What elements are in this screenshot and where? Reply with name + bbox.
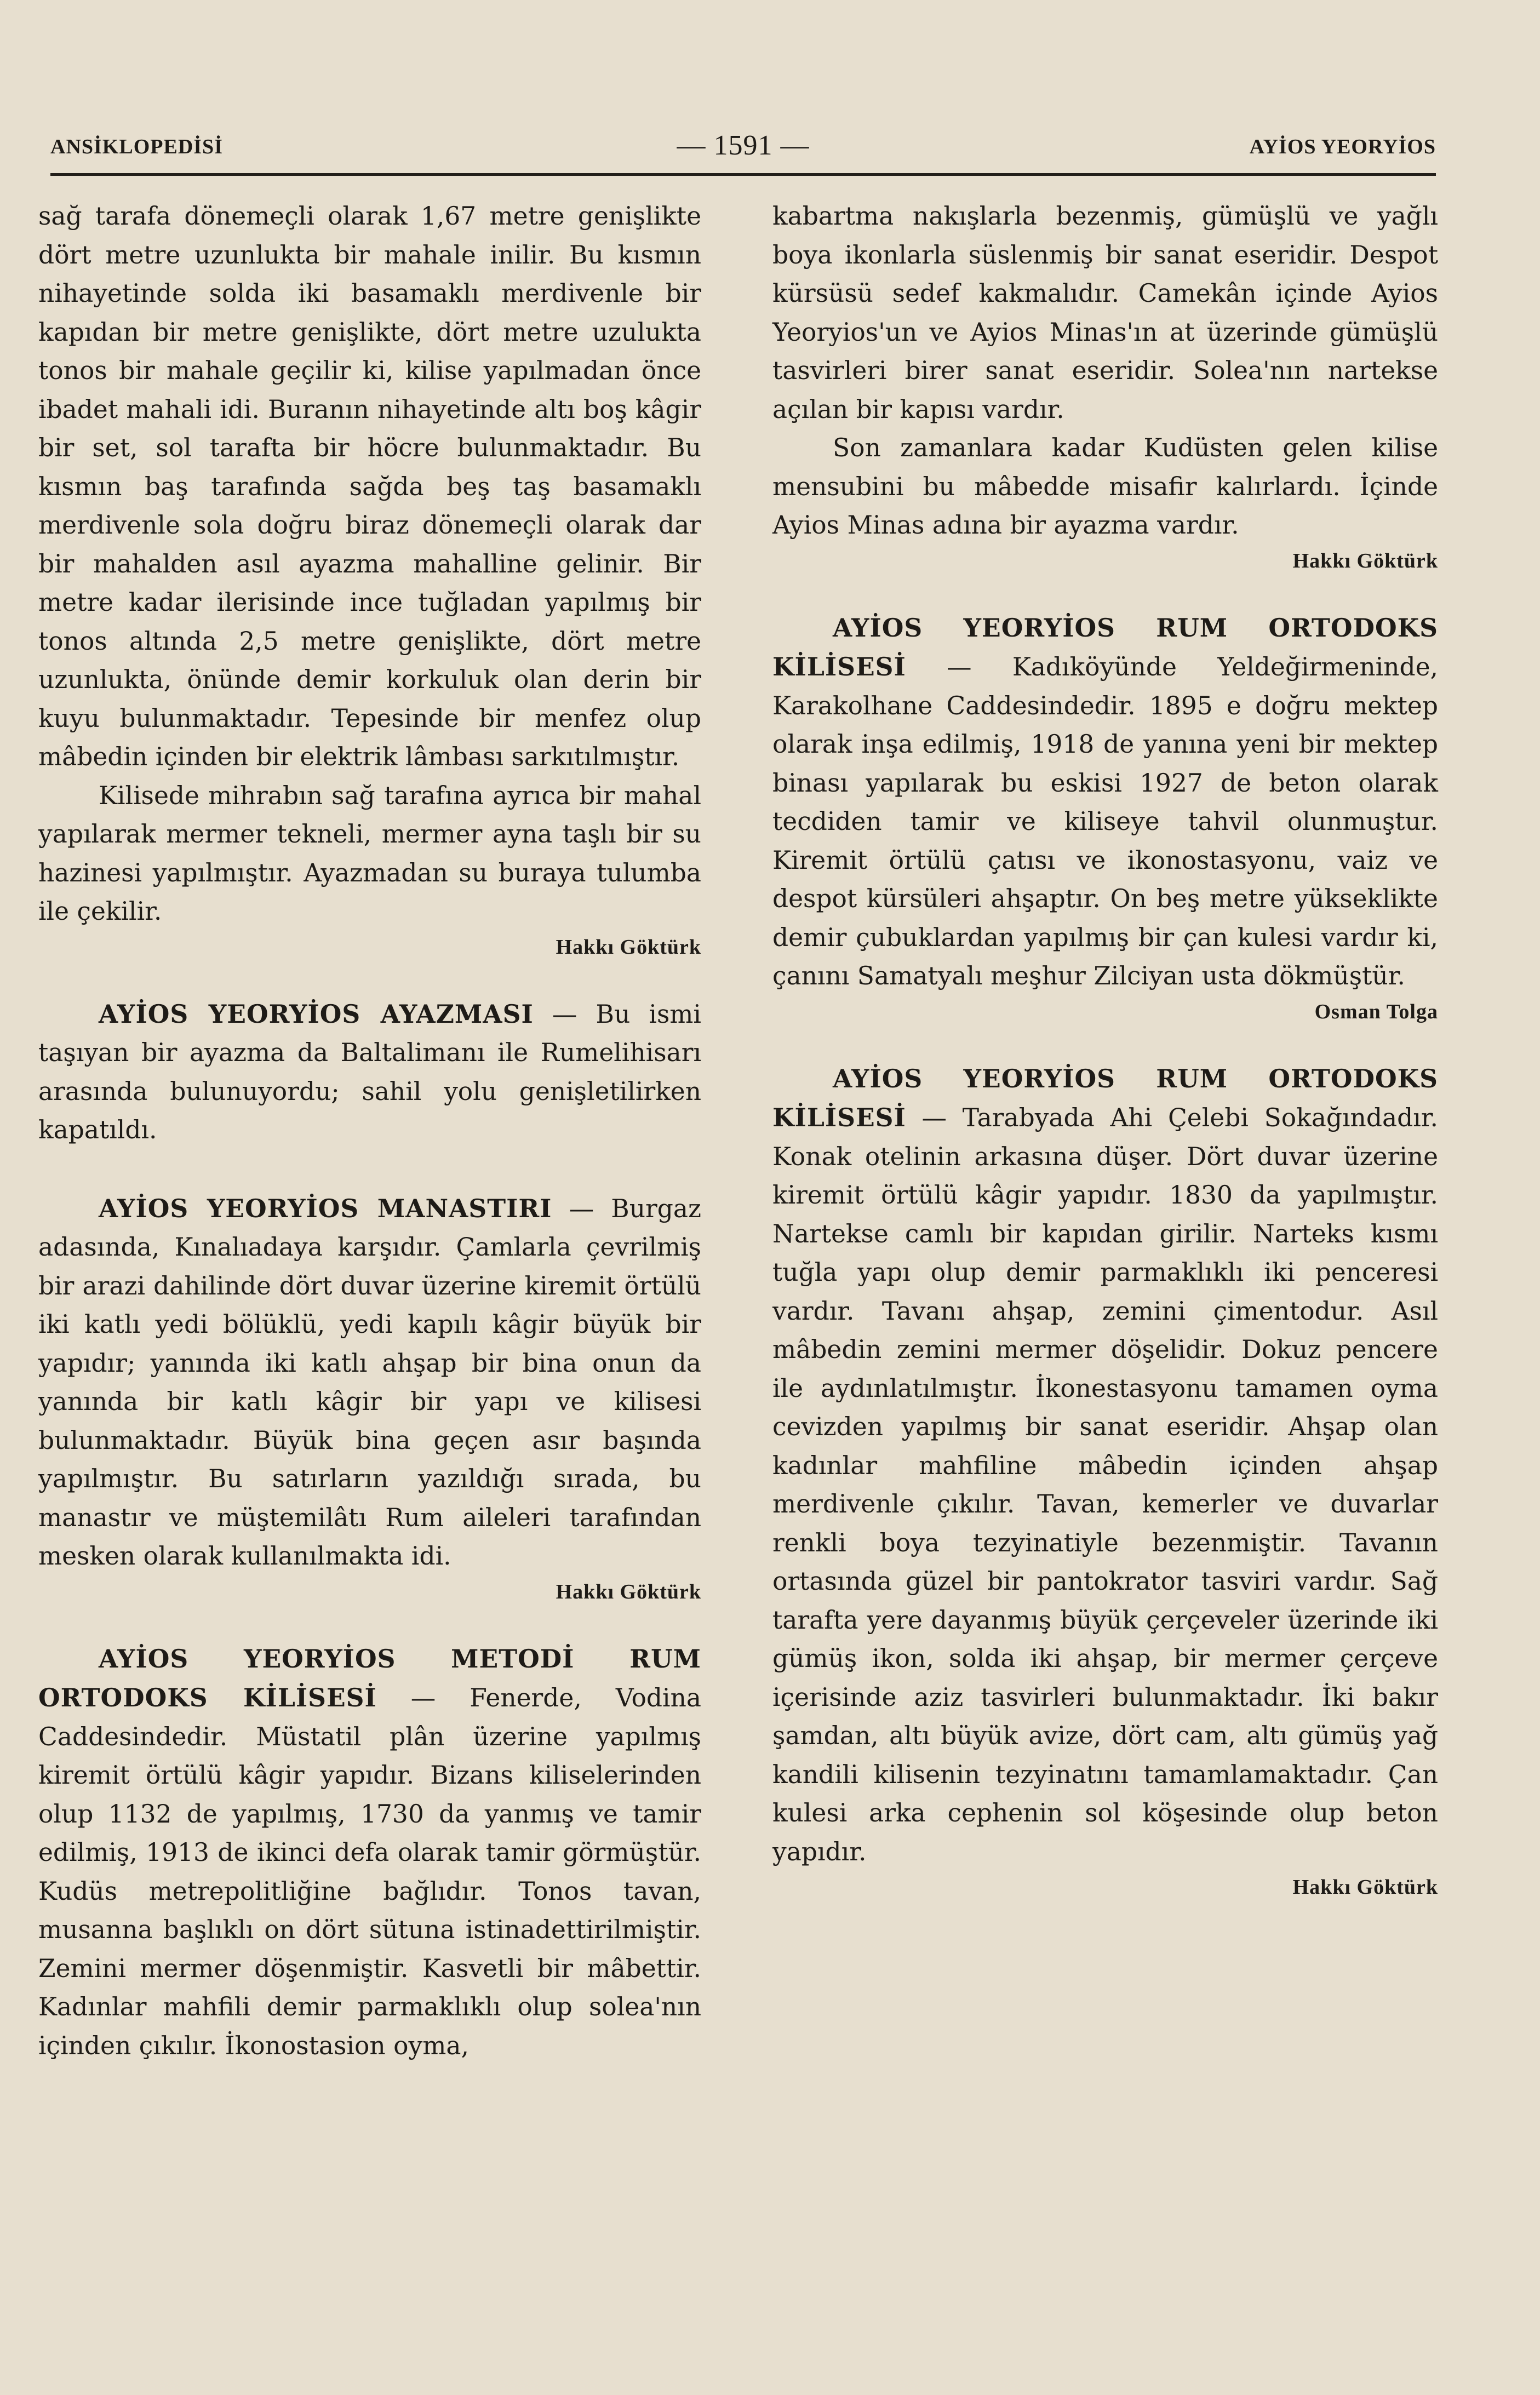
author-signature: Hakkı Göktürk bbox=[1292, 1876, 1438, 1899]
page-number: — 1591 — bbox=[677, 130, 810, 161]
entry-kadikoy-kilisesi bbox=[772, 609, 1438, 996]
running-head bbox=[50, 125, 1436, 174]
entry-title: AYİOS YEORYİOS MANASTIRI bbox=[99, 1193, 552, 1223]
header-rule bbox=[50, 173, 1436, 176]
entry-body: — Tarabyada Ahi Çelebi Sokağındadır. Konak otelinin arkasına düşer. Dört duvar üzerine kiremit örtülü kâgir yapıdır. 1830 da yapılmıştır. Nartekse camlı bir kapıdan girilir. Narteks kısmı tuğla yapı olup demir parmaklıklı iki penceresi vardır. Tavanı ahşap, zemini çimentodur. Asıl mâbedin zemini mermer döşelidir. Dokuz pencere ile aydınlatılmıştır. İkonestasyonu tamamen oyma cevizden yapılmış bir sanat eseridir. Ahşap olan kadınlar mahfiline mâbedin içinden ahşap merdivenle çıkılır. Tavan, kemerler ve duvarlar renkli boya tezyinatiyle bezenmiştir. Tavanın ortasında güzel bir pantokrator tasviri vardır. Sağ tarafta yere dayanmış büyük çerçeveler üzerinde iki gümüş ikon, solda iki ahşap, bir mermer çerçeve içerisinde aziz tasvirleri bulunmaktadır. İki bakır şamdan, altı büyük avize, dört cam, altı gümüş yağ kandili kilisenin tezyinatını tamamlamaktadır. Çan kulesi arka cephenin sol köşesinde olup beton yapıdır. bbox=[772, 1103, 1438, 1866]
paragraph: Son zamanlara kadar Kudüsten gelen kilise mensubini bu mâbedde misafir kalırlardı. İçinde Ayios Minas adına bir ayazma vardır. bbox=[772, 433, 1438, 540]
author-signature: Hakkı Göktürk bbox=[1292, 549, 1438, 572]
header-entry-label: AYİOS YEORYİOS bbox=[1249, 135, 1436, 158]
entry-title: AYİOS YEORYİOS RUM ORTODOKS KİLİSESİ bbox=[772, 1063, 1438, 1132]
entry-tarabya-kilisesi bbox=[772, 1059, 1438, 1872]
paragraph: sağ tarafa dönemeçli olarak 1,67 metre genişlikte dört metre uzunlukta bir mahale inilir. Bu kısmın nihayetinde solda iki basamaklı merdivenle bir kapıdan bir metre genişlikte, dört metre uzulukta tonos bir mahale geçilir ki, kilise yapılmadan önce ibadet mahali idi. Buranın nihayetinde altı boş kâgir bir set, sol tarafta bir höcre bulunmaktadır. Bu kısmın baş tarafında sağda beş taş basamaklı merdivenle sola doğru biraz dönemeçli olarak dar bir mahalden asıl ayazma mahalline gelinir. Bir metre kadar ilerisinde ince tuğladan yapılmış bir tonos altında 2,5 metre genişlikte, dört metre uzunlukta, önünde demir korkuluk olan derin bir kuyu bulunmaktadır. Tepesinde bir menfez olup mâbedin içinden bir elektrik lâmbası sarkıtılmıştır. bbox=[38, 202, 701, 771]
entry-manastiri bbox=[38, 1189, 701, 1576]
paragraph: Kilisede mihrabın sağ tarafına ayrıca bir mahal yapılarak mermer tekneli, mermer ayna taşlı bir su hazinesi yapılmıştır. Ayazmadan su buraya tulumba ile çekilir. bbox=[38, 781, 701, 926]
paragraph: kabartma nakışlarla bezenmiş, gümüşlü ve yağlı boya ikonlarla süslenmiş bir sanat eseridir. Despot kürsüsü sedef kakmalıdır. Camekân içinde Ayios Yeoryios'un ve Ayios Minas'ın at üzerinde gümüşlü tasvirleri birer sanat eseridir. Solea'nın nartekse açılan bir kapısı vardır. bbox=[772, 202, 1438, 424]
entry-body: — Kadıköyünde Yeldeğirmeninde, Karakolhane Caddesindedir. 1895 e doğru mektep olarak inşa edilmiş, 1918 de yanına yeni bir mektep binası yapılarak bu eskisi 1927 de beton olarak tecdiden tamir ve kiliseye tahvil olunmuştur. Kiremit örtülü çatısı ve ikonostasyonu, vaiz ve despot kürsüleri ahşaptır. On beş metre yükseklikte demir çubuklardan yapılmış bir çan kulesi vardır ki, çanını Samatyalı meşhur Zilciyan usta dökmüştür. bbox=[772, 652, 1438, 990]
author-signature: Hakkı Göktürk bbox=[556, 935, 701, 959]
entry-body: — Bu ismi taşıyan bir ayazma da Baltalimanı ile Rumelihisarı arasında bulunuyordu; sahil yolu genişletilirken kapatıldı. bbox=[38, 999, 701, 1144]
right-column bbox=[772, 197, 1438, 1935]
entry-body: — Burgaz adasında, Kınalıadaya karşıdır. Çamlarla çevrilmiş bir arazi dahilinde dört duvar üzerine kiremit örtülü iki katlı yedi bölüklü, yedi kapılı kâgir büyük bir yapıdır; yanında iki katlı ahşap bir bina onun da yanında bir katlı kâgir bir yapı ve kilisesi bulunmaktadır. Büyük bina geçen asır başında yapılmıştır. Bu satırların yazıldığı sırada, bu manastır ve müştemilâtı Rum aileleri tarafından mesken olarak kullanılmakta idi. bbox=[38, 1194, 701, 1571]
left-column bbox=[38, 197, 701, 2065]
entry-metodi-kilisesi bbox=[38, 1640, 701, 2066]
entry-title: AYİOS YEORYİOS AYAZMASI bbox=[99, 999, 534, 1029]
entry-ayazmasi bbox=[38, 995, 701, 1150]
header-encyclopedia-label: ANSİKLOPEDİSİ bbox=[50, 135, 223, 158]
author-signature: Osman Tolga bbox=[1314, 1000, 1438, 1023]
entry-title: AYİOS YEORYİOS RUM ORTODOKS KİLİSESİ bbox=[772, 612, 1438, 681]
entry-title: AYİOS YEORYİOS METODİ RUM ORTODOKS KİLİSESİ bbox=[38, 1643, 701, 1712]
author-signature: Hakkı Göktürk bbox=[556, 1580, 701, 1603]
entry-body: — Fenerde, Vodina Caddesindedir. Müstatil plân üzerine yapılmış kiremit örtülü kâgir yapıdır. Bizans kiliselerinden olup 1132 de yapılmış, 1730 da yanmış ve tamir edilmiş, 1913 de ikinci defa olarak tamir görmüştür. Kudüs metrepolitliğine bağlıdır. Tonos tavan, musanna başlıklı on dört sütuna istinadettirilmiştir. Zemini mermer döşenmiştir. Kasvetli bir mâbettir. Kadınlar mahfili demir parmaklıklı olup solea'nın içinden çıkılır. İkonostasion oyma, bbox=[38, 1683, 701, 2060]
